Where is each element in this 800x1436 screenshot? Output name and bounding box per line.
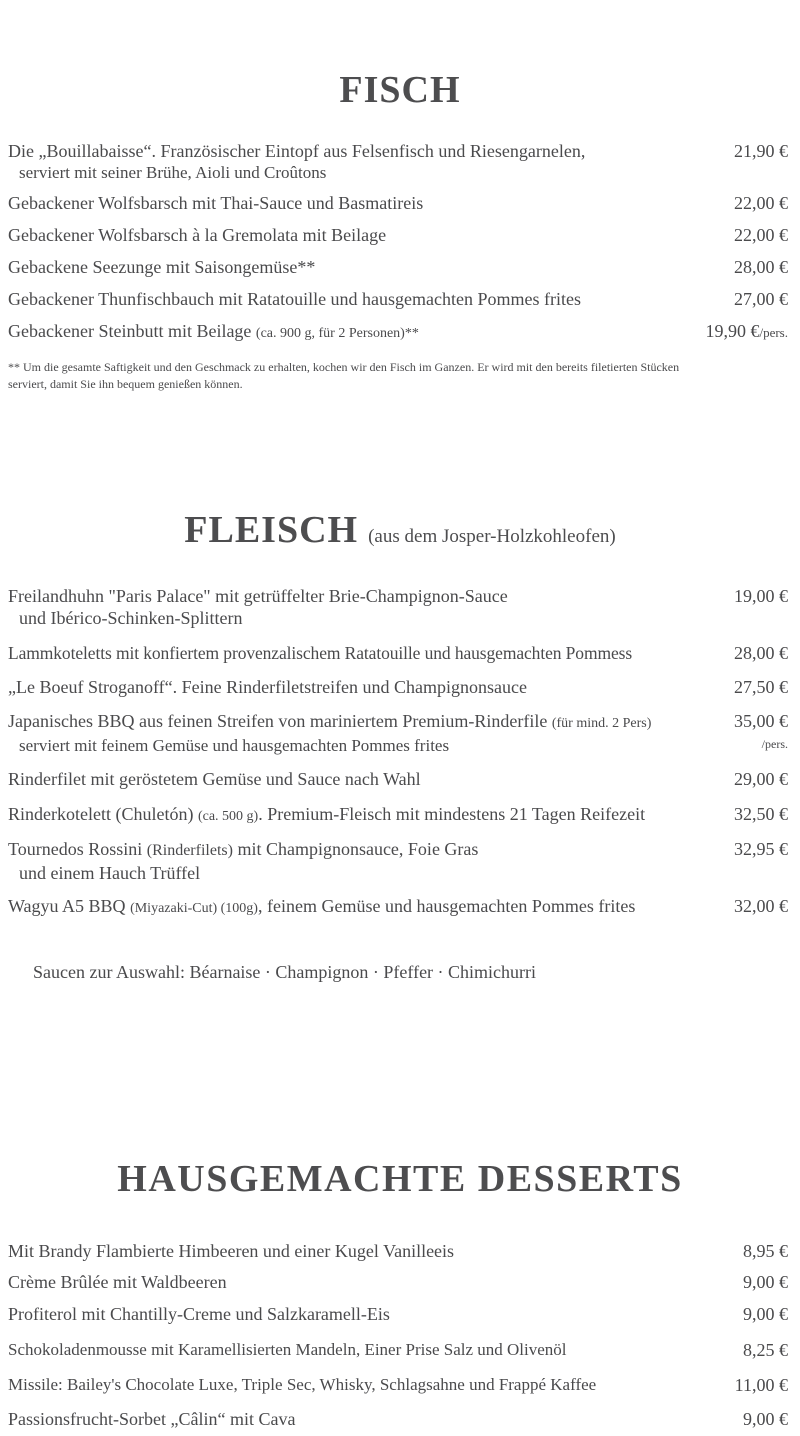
item-portion: (ca. 900 g, für 2 Personen)** — [255, 326, 419, 341]
menu-item — [8, 803, 788, 828]
menu-item — [8, 1303, 788, 1325]
item-name-rest: , feinem Gemüse und hausgemachten Pommes frites — [257, 896, 636, 916]
item-price: 8,25 € — [743, 1340, 788, 1360]
item-portion: (Rinderfilets) — [146, 842, 233, 859]
item-price: 11,00 € — [734, 1375, 788, 1395]
item-price: 9,00 € — [743, 1272, 788, 1292]
menu-item — [8, 676, 788, 698]
item-name — [8, 803, 788, 828]
section-title-text: FLEISCH — [184, 509, 359, 551]
item-price: 32,50 € — [734, 804, 788, 824]
item-price — [705, 320, 788, 344]
menu-item — [8, 768, 788, 790]
item-price: 8,95 € — [743, 1241, 788, 1261]
item-name-text: Gebackener Steinbutt mit Beilage — [8, 321, 252, 341]
item-price: 22,00 € — [734, 193, 788, 213]
item-name: Profiterol mit Chantilly-Creme und Salzkaramell-Eis — [8, 1304, 390, 1324]
item-name: Freilandhuhn "Paris Palace" mit getrüffelter Brie-Champignon-Sauce — [8, 586, 508, 606]
item-name-text: Rinderkotelett (Chuletón) — [8, 804, 194, 824]
item-name: Die „Bouillabaisse“. Französischer Eintopf aus Felsenfisch und Riesengarnelen, — [8, 141, 586, 161]
item-name: Schokoladenmousse mit Karamellisierten Mandeln, Einer Prise Salz und Olivenöl — [8, 1340, 567, 1359]
item-name-text: Tournedos Rossini — [8, 839, 143, 859]
item-name: Mit Brandy Flambierte Himbeeren und einer Kugel Vanilleeis — [8, 1241, 455, 1261]
item-name-rest: . Premium-Fleisch mit mindestens 21 Tagen Reifezeit — [258, 804, 646, 824]
item-price: 9,00 € — [743, 1304, 788, 1324]
menu-item — [8, 1271, 788, 1293]
item-price-value: 19,90 € — [705, 321, 760, 341]
item-price: 35,00 € — [734, 711, 788, 731]
menu-item — [8, 140, 788, 184]
item-description: serviert mit feinem Gemüse und hausgemachten Pommes frites — [19, 736, 450, 755]
menu-item — [8, 1240, 788, 1262]
item-price: 21,90 € — [734, 141, 788, 161]
menu-item — [8, 585, 788, 629]
item-description: serviert mit seiner Brühe, Aioli und Croûtons — [19, 163, 327, 182]
item-name-text: Japanisches BBQ aus feinen Streifen von mariniertem Premium-Rinderfile — [8, 711, 548, 731]
section-title-fisch: FISCH — [339, 69, 461, 111]
menu-item — [8, 838, 788, 884]
item-description: und Ibérico-Schinken-Splittern — [19, 608, 243, 628]
item-price: 29,00 € — [734, 769, 788, 789]
item-name: „Le Boeuf Stroganoff“. Feine Rinderfiletstreifen und Champignonsauce — [8, 677, 528, 697]
item-name — [8, 710, 788, 735]
item-price-unit: /pers. — [761, 737, 788, 751]
item-description: und einem Hauch Trüffel — [19, 863, 201, 883]
item-portion: (Miyazaki-Cut) (100g) — [130, 901, 258, 916]
menu-item — [8, 1339, 788, 1361]
item-price: 27,00 € — [734, 289, 788, 309]
item-name: Gebackener Thunfischbauch mit Ratatouille und hausgemachten Pommes frites — [8, 289, 582, 309]
item-name: Rinderfilet mit geröstetem Gemüse und Sauce nach Wahl — [8, 769, 421, 789]
item-price: 32,00 € — [734, 896, 788, 916]
menu-item — [8, 192, 788, 214]
footnote: ** Um die gesamte Saftigkeit und den Geschmack zu erhalten, kochen wir den Fisch im Ganzen. Er wird mit den bereits filetierten Stücken serviert, damit Sie ihn bequem genießen können. — [8, 360, 680, 391]
item-name: Lammkoteletts mit konfiertem provenzalischem Ratatouille und hausgemachten Pommess — [8, 643, 633, 663]
menu-item — [8, 710, 788, 757]
item-portion: (ca. 500 g) — [197, 809, 259, 824]
item-name: Gebackener Wolfsbarsch à la Gremolata mit Beilage — [8, 225, 387, 245]
item-name: Gebackener Wolfsbarsch mit Thai-Sauce und Basmatireis — [8, 193, 424, 213]
item-name-rest: mit Champignonsauce, Foie Gras — [232, 839, 479, 859]
menu-item — [8, 895, 788, 920]
item-name: Passionsfrucht-Sorbet „Câlin“ mit Cava — [8, 1409, 296, 1429]
item-price: 32,95 € — [734, 839, 788, 859]
section-title-desserts: HAUSGEMACHTE DESSERTS — [117, 1158, 683, 1200]
item-price: 9,00 € — [743, 1409, 788, 1429]
item-price: 28,00 € — [734, 257, 788, 277]
menu-item — [8, 320, 788, 345]
item-name — [8, 320, 788, 345]
item-name-text: Wagyu A5 BBQ — [8, 896, 126, 916]
menu-item — [8, 224, 788, 246]
item-price: 22,00 € — [734, 225, 788, 245]
item-price: 27,50 € — [734, 677, 788, 697]
menu-item — [8, 642, 788, 664]
item-name: Gebackene Seezunge mit Saisongemüse** — [8, 257, 316, 277]
sauce-options: Saucen zur Auswahl: Béarnaise · Champignon · Pfeffer · Chimichurri — [33, 962, 537, 982]
item-name: Missile: Bailey's Chocolate Luxe, Triple Sec, Whisky, Schlagsahne und Frappé Kaffee — [8, 1375, 597, 1394]
menu-item — [8, 288, 788, 310]
item-portion: (für mind. 2 Pers) — [551, 716, 652, 731]
menu-item — [8, 1408, 788, 1430]
item-name — [8, 838, 788, 862]
item-price: 19,00 € — [734, 586, 788, 606]
section-title-fleisch — [0, 508, 800, 552]
item-name: Crème Brûlée mit Waldbeeren — [8, 1272, 227, 1292]
item-price-unit: /pers. — [759, 325, 788, 340]
menu-item — [8, 256, 788, 278]
section-subtitle: (aus dem Josper-Holzkohleofen) — [368, 526, 616, 547]
item-name — [8, 895, 788, 920]
item-price: 28,00 € — [734, 643, 788, 663]
menu-item — [8, 1374, 788, 1396]
